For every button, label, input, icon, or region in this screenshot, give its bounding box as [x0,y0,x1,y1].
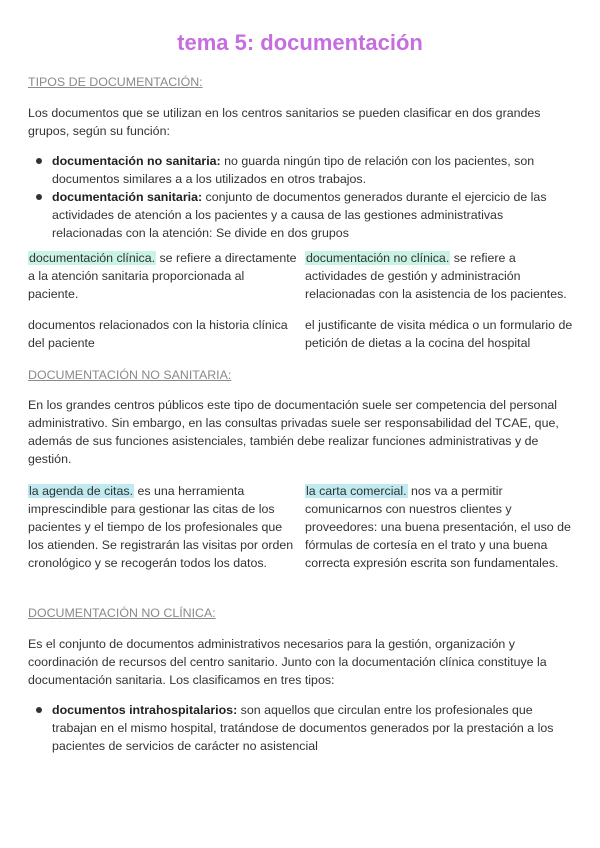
bullet-term: documentos intrahospitalarios: [52,703,238,717]
no-clinica-term: documentación no clínica. [306,251,450,265]
agenda-definition [28,482,298,572]
list-item [28,152,576,188]
bullet-text: son aquellos que circulan entre los profesionales que trabajan en el mismo hospital, tratándose de documentos generados por la prestación a los pacientes de servicios de carácter no asistencial [52,703,554,753]
clinica-definition [28,249,298,303]
agenda-term: la agenda de citas. [29,484,134,498]
clinica-term: documentación clínica. [29,251,156,265]
no-sanitaria-intro: En los grandes centros públicos este tipo de documentación suele ser competencia del personal administrativo. Sin embargo, en las consultas privadas suele ser responsabilidad del TCAE, que, además de sus funciones asistenciales, también debe realizar funciones administrativas y de gestión. [28,398,559,466]
carta-desc: nos va a permitir comunicarnos con nuestros clientes y proveedores: una buena presentación, el uso de fórmulas de cortesía en el trato y una buena correcta expresión escrita son fundamentales. [305,484,571,570]
clinica-desc: se refiere a directamente a la atención sanitaria proporcionada al paciente. [28,251,297,301]
list-item [28,188,576,242]
tipos-intro: Los documentos que se utilizan en los centros sanitarios se pueden clasificar en dos grandes grupos, según su función: [28,106,541,138]
agenda-desc: es una herramienta imprescindible para gestionar las citas de los pacientes y el tiempo de los profesionales que los atienden. Se registrarán las visitas por orden cronológico y se recogerán todos los datos. [28,484,294,570]
section-heading-no-sanitaria: DOCUMENTACIÓN NO SANITARIA: [28,368,232,382]
carta-definition [305,482,575,572]
section-heading-no-clinica: DOCUMENTACIÓN NO CLÍNICA: [28,606,216,620]
no-clinica-desc: se refiere a actividades de gestión y administración relacionadas con la asistencia de los pacientes. [305,251,567,301]
clinica-example: documentos relacionados con la historia clínica del paciente [28,318,288,350]
bullet-term: documentación sanitaria: [52,190,203,204]
no-clinica-definition [305,249,575,303]
no-clinica-intro: Es el conjunto de documentos administrativos necesarios para la gestión, organización y coordinación de recursos del centro sanitario. Junto con la documentación clínica constituye la documentación sanitaria. Los clasificamos en tres tipos: [28,637,547,687]
no-clinica-bullet-list [28,701,576,755]
bullet-term: documentación no sanitaria: [52,154,221,168]
bullet-text: no guarda ningún tipo de relación con los pacientes, son documentos similares a a los utilizados en otros trabajos. [52,154,535,186]
carta-term: la carta comercial. [306,484,407,498]
page-title: tema 5: documentación [177,30,423,55]
list-item [28,701,576,755]
section-heading-tipos: TIPOS DE DOCUMENTACIÓN: [28,75,203,89]
tipos-bullet-list [28,152,576,242]
bullet-text: conjunto de documentos generados durante el ejercicio de las actividades de atención a los pacientes y a causa de las gestiones administrativas relacionadas con la atención: Se divide en dos grupos [52,190,547,240]
no-clinica-example: el justificante de visita médica o un formulario de petición de dietas a la cocina del hospital [305,318,573,350]
